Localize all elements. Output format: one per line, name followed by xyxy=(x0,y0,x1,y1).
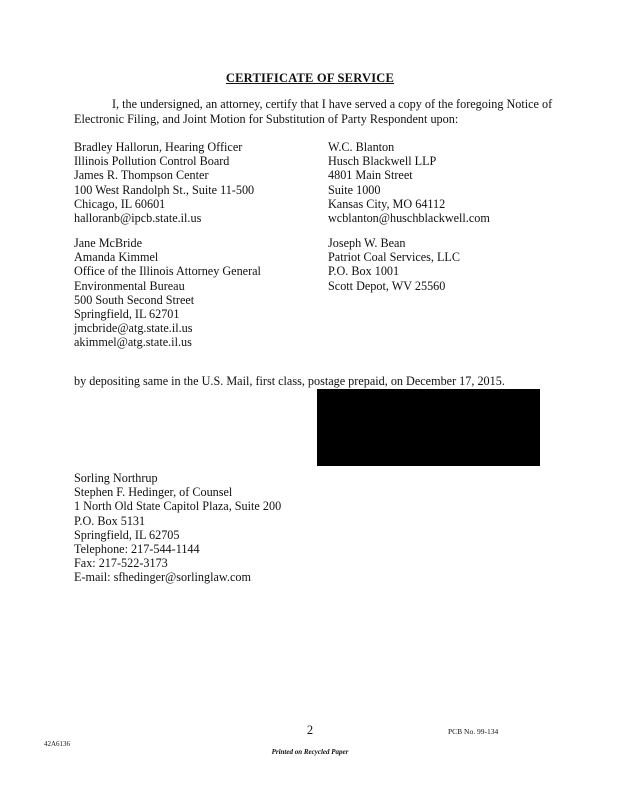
telephone-line: Telephone: 217-544-1144 xyxy=(74,542,200,557)
address-line: Amanda Kimmel xyxy=(74,250,159,265)
fax-line: Fax: 217-522-3173 xyxy=(74,556,168,571)
intro-paragraph: I, the undersigned, an attorney, certify that I have served a copy of the foregoing Notice of Electronic Filing, and Joint Motion for Substitution of Party Respondent upon: xyxy=(74,97,553,126)
address-line: Bradley Hallorun, Hearing Officer xyxy=(74,140,243,154)
address-line: Husch Blackwell LLP xyxy=(328,154,437,169)
document-title: CERTIFICATE OF SERVICE xyxy=(225,71,395,85)
address-line: Kansas City, MO 64112 xyxy=(328,196,446,211)
signature-block xyxy=(74,471,281,585)
case-number: PCB No. 99-134 xyxy=(448,727,499,736)
recipient-bean xyxy=(328,236,460,293)
address-line: Patriot Coal Services, LLC xyxy=(328,250,461,265)
address-line: Office of the Illinois Attorney General xyxy=(74,264,261,279)
address-line: Suite 1000 xyxy=(328,182,381,197)
recipient-hallorun xyxy=(74,140,254,225)
recipient-mcbride xyxy=(74,236,261,350)
address-line: Chicago, IL 60601 xyxy=(74,196,166,211)
firm-name: Sorling Northrup xyxy=(74,471,158,485)
recipient-blanton xyxy=(328,140,490,225)
address-line: 4801 Main Street xyxy=(328,168,413,183)
attorney-name: Stephen F. Hedinger, of Counsel xyxy=(74,485,233,500)
recycled-paper-note: Printed on Recycled Paper xyxy=(271,748,349,756)
address-line: Jane McBride xyxy=(74,236,143,250)
address-line: 100 West Randolph St., Suite 11-500 xyxy=(74,182,255,197)
address-line: Illinois Pollution Control Board xyxy=(74,154,230,169)
address-line: Springfield, IL 62705 xyxy=(74,527,180,542)
page-number: 2 xyxy=(306,723,314,737)
address-line: 500 South Second Street xyxy=(74,292,195,307)
address-line: W.C. Blanton xyxy=(328,140,395,154)
service-statement: by depositing same in the U.S. Mail, first class, postage prepaid, on December 17, 2015. xyxy=(74,374,505,388)
redacted-signature xyxy=(317,389,540,466)
address-line: James R. Thompson Center xyxy=(74,168,209,183)
address-line: P.O. Box 1001 xyxy=(328,264,400,279)
address-line: P.O. Box 5131 xyxy=(74,513,146,528)
email-line: halloranb@ipcb.state.il.us xyxy=(74,211,202,226)
email-line: jmcbride@atg.state.il.us xyxy=(74,321,193,336)
email-line: wcblanton@huschblackwell.com xyxy=(328,211,490,226)
address-line: Joseph W. Bean xyxy=(328,236,406,250)
address-line: Scott Depot, WV 25560 xyxy=(328,278,446,293)
address-line: Springfield, IL 62701 xyxy=(74,307,180,322)
document-code: 42A6136 xyxy=(44,740,71,748)
email-line: akimmel@atg.state.il.us xyxy=(74,335,192,350)
email-line: E-mail: sfhedinger@sorlinglaw.com xyxy=(74,570,251,585)
address-line: Environmental Bureau xyxy=(74,278,185,293)
address-line: 1 North Old State Capitol Plaza, Suite 200 xyxy=(74,499,282,514)
